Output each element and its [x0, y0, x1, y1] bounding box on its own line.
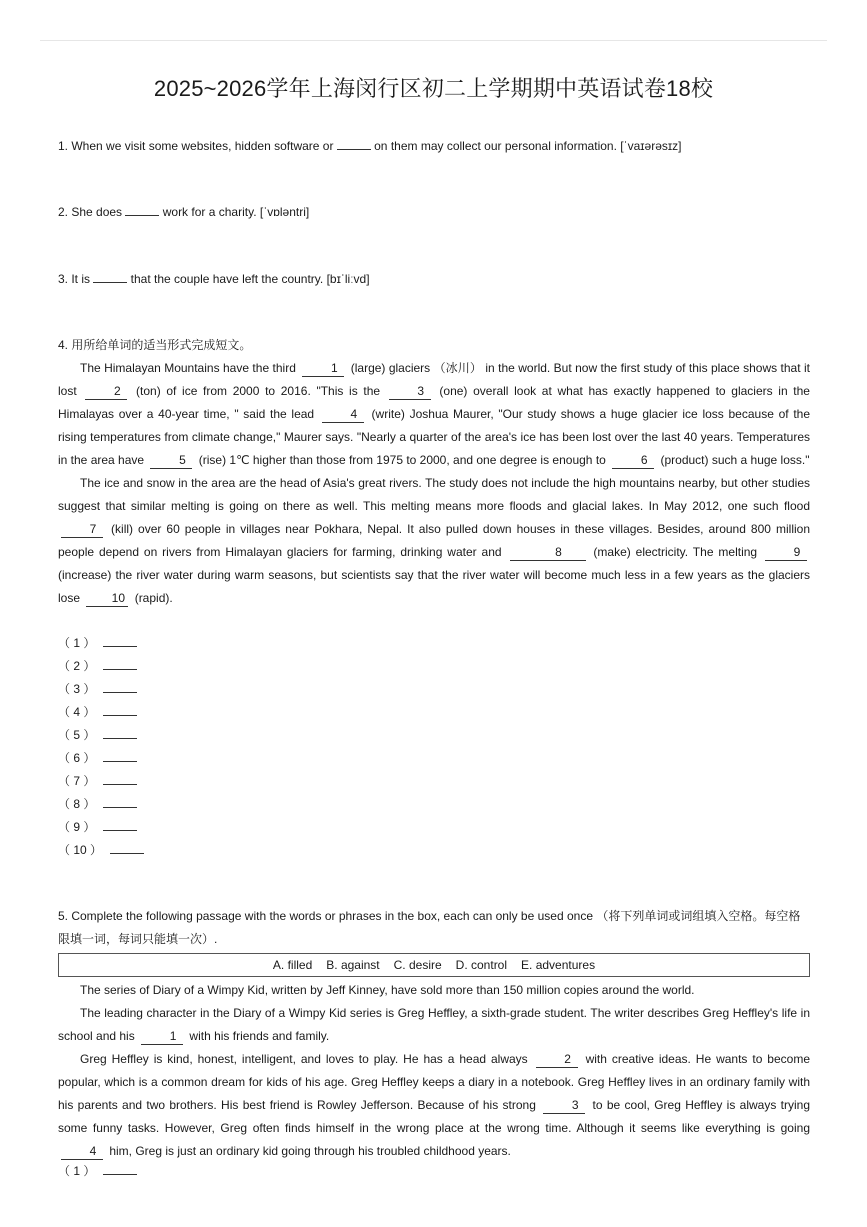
word-box: [58, 953, 810, 977]
word-option: B. against: [326, 958, 380, 972]
passage-text: with his friends and family.: [186, 1029, 330, 1043]
answer-blank[interactable]: [103, 636, 137, 647]
answer-row: [58, 678, 144, 701]
word-option: C. desire: [393, 958, 442, 972]
question-5-paragraph-3: [58, 1048, 810, 1163]
answer-number: （ 9 ）: [58, 820, 96, 834]
question-3-blank[interactable]: [93, 272, 127, 283]
numbered-blank[interactable]: 2: [85, 383, 127, 400]
passage-text: (rise) 1℃ higher than those from 1975 to 2000, and one degree is enough to: [195, 453, 610, 467]
question-2-text-b: work for a charity. [ˈvɒləntri]: [159, 205, 310, 219]
question-5-paragraph-1: The series of Diary of a Wimpy Kid, written by Jeff Kinney, have sold more than 150 million copies around the world.: [80, 983, 695, 997]
answer-row: [58, 816, 144, 839]
answer-row: [58, 747, 144, 770]
numbered-blank[interactable]: 3: [389, 383, 431, 400]
numbered-blank[interactable]: 1: [141, 1028, 183, 1045]
numbered-blank[interactable]: 9: [765, 544, 807, 561]
answer-blank[interactable]: [103, 728, 137, 739]
answer-blank[interactable]: [103, 774, 137, 785]
answer-row: [58, 655, 144, 678]
question-5: [58, 905, 810, 1163]
passage-text: (make) electricity. The melting: [588, 545, 762, 559]
passage-text: (ton) of ice from 2000 to 2016. "This is the: [130, 384, 386, 398]
passage-text: (write) Joshua Maurer, "Our study shows a huge glacier ice loss because of the rising temperatures from climate change," Maurer says. "Nearly a quarter of the area's ice has been lost over the last 40 years. Temperatures in the area have: [58, 407, 810, 467]
numbered-blank[interactable]: 2: [536, 1051, 578, 1068]
passage-text: him, Greg is just an ordinary kid going through his troubled childhood years.: [106, 1144, 511, 1158]
question-3-text-a: 3. It is: [58, 272, 94, 286]
answer-blank[interactable]: [103, 705, 137, 716]
question-5-answer-list: [58, 1160, 137, 1183]
question-5-paragraph-2: [58, 1002, 810, 1048]
numbered-blank[interactable]: 8: [510, 544, 586, 561]
numbered-blank[interactable]: 6: [612, 452, 654, 469]
question-3: [58, 268, 810, 291]
answer-blank[interactable]: [103, 682, 137, 693]
passage-text: (one) overall look at what has exactly happened to glaciers in the Himalayas over a 40-year time, " said the lead: [58, 384, 810, 421]
question-3-text-b: that the couple have left the country. [bɪˈliːvd]: [127, 272, 370, 286]
answer-number: （ 4 ）: [58, 705, 96, 719]
word-option: E. adventures: [521, 958, 596, 972]
question-4-answer-list: [58, 632, 144, 862]
question-1: [58, 135, 810, 158]
passage-text: to be cool, Greg Heffley is always trying some funny tasks. However, Greg often finds himself in the wrong place at the wrong time. Although it seems like everything is going: [58, 1098, 811, 1135]
question-4-paragraph-2: [58, 472, 810, 610]
word-option: D. control: [455, 958, 508, 972]
question-4-paragraph-1: [58, 357, 810, 472]
answer-blank[interactable]: [103, 1164, 137, 1175]
passage-text: (kill) over 60 people in villages near Pokhara, Nepal. It also pulled down houses in these villages. Besides, around 800 million people depend on rivers from Himalayan glaciers for farming, drinking water and: [58, 522, 810, 559]
passage-text: (increase) the river water during warm seasons, but scientists say that the river water will become much less in a few years as the glaciers lose: [58, 568, 810, 605]
answer-number: （ 7 ）: [58, 774, 96, 788]
question-4-heading: 4. 用所给单词的适当形式完成短文。: [58, 338, 252, 352]
question-1-text-b: on them may collect our personal information. [ˈvaɪərəsɪz]: [370, 139, 682, 153]
top-divider: [40, 40, 827, 41]
answer-number: （ 3 ）: [58, 682, 96, 696]
answer-blank[interactable]: [103, 751, 137, 762]
numbered-blank[interactable]: 4: [61, 1143, 103, 1160]
answer-number: （ 6 ）: [58, 751, 96, 765]
numbered-blank[interactable]: 5: [150, 452, 192, 469]
numbered-blank[interactable]: 1: [302, 360, 344, 377]
answer-number: （ 8 ）: [58, 797, 96, 811]
question-5-heading: 5. Complete the following passage with the words or phrases in the box, each can only be used once （将下列单词或词组填入空格。每空格限填一词，每词只能填一次）.: [58, 909, 801, 946]
passage-text: (large) glaciers （冰川） in the world. But now the first study of this place shows that it lost: [58, 361, 810, 398]
question-4: [58, 334, 810, 610]
answer-number: （ 10 ）: [58, 843, 103, 857]
answer-number: （ 1 ）: [58, 636, 96, 650]
answer-row: [58, 839, 144, 862]
question-1-text-a: 1. When we visit some websites, hidden software or: [58, 139, 337, 153]
passage-text: Greg Heffley is kind, honest, intelligent, and loves to play. He has a head always: [80, 1052, 533, 1066]
numbered-blank[interactable]: 7: [61, 521, 103, 538]
answer-row: [58, 793, 144, 816]
answer-blank[interactable]: [103, 820, 137, 831]
passage-text: The Himalayan Mountains have the third: [80, 361, 300, 375]
passage-text: (product) such a huge loss.": [657, 453, 810, 467]
numbered-blank[interactable]: 4: [322, 406, 364, 423]
answer-blank[interactable]: [103, 659, 137, 670]
answer-row: [58, 1160, 137, 1183]
answer-row: [58, 770, 144, 793]
answer-number: （ 2 ）: [58, 659, 96, 673]
answer-blank[interactable]: [103, 797, 137, 808]
numbered-blank[interactable]: 3: [543, 1097, 585, 1114]
passage-text: The ice and snow in the area are the head of Asia's great rivers. The study does not include the high mountains nearby, but other studies suggest that similar melting is going on there as well. This melting means more floods and glacial lakes. In May 2012, one such flood: [58, 476, 810, 513]
answer-row: [58, 724, 144, 747]
numbered-blank[interactable]: 10: [86, 590, 128, 607]
answer-number: （ 1 ）: [58, 1164, 96, 1178]
page-title: 2025~2026学年上海闵行区初二上学期期中英语试卷18校: [153, 76, 714, 101]
answer-blank[interactable]: [110, 843, 144, 854]
question-2-blank[interactable]: [125, 205, 159, 216]
answer-row: [58, 632, 144, 655]
passage-text: with creative ideas. He wants to become popular, which is a common dream for kids of his age. Greg Heffley keeps a diary in a notebook. Greg Heffley lives in an ordinary family with his parents and two brothers. His best friend is Rowley Jefferson. Because of his strong: [58, 1052, 810, 1112]
answer-number: （ 5 ）: [58, 728, 96, 742]
passage-text: The leading character in the Diary of a Wimpy Kid series is Greg Heffley, a sixth-grade student. The writer describes Greg Heffley's life in school and his: [58, 1006, 810, 1043]
question-1-blank[interactable]: [337, 139, 371, 150]
word-option: A. filled: [272, 958, 313, 972]
question-2: [58, 201, 810, 224]
passage-text: (rapid).: [131, 591, 173, 605]
question-2-text-a: 2. She does: [58, 205, 126, 219]
answer-row: [58, 701, 144, 724]
